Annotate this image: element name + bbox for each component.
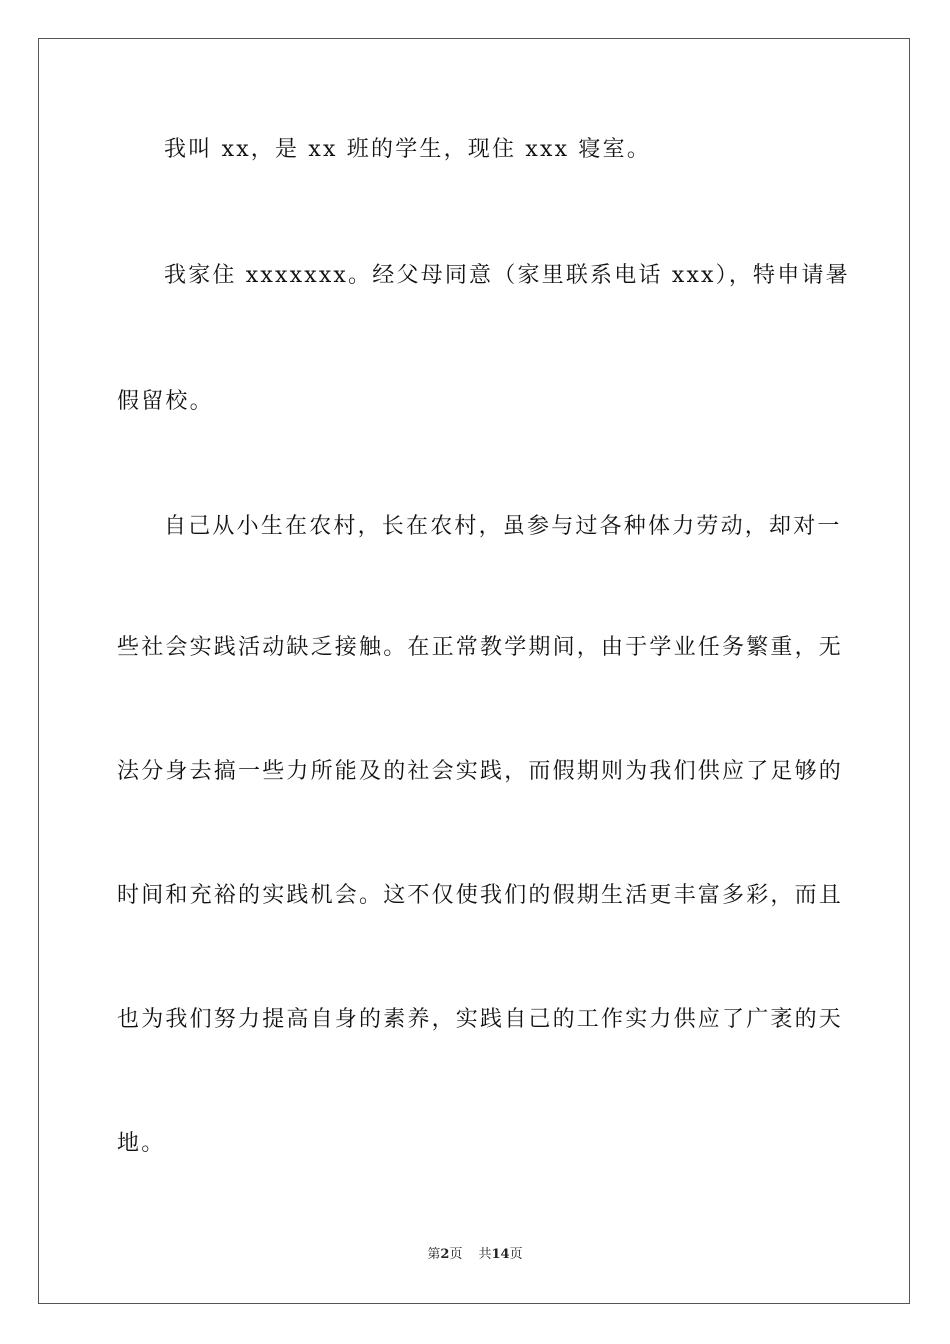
page-prefix: 第 [427, 1247, 441, 1262]
paragraph-line: 时间和充裕的实践机会。这不仅使我们的假期生活更丰富多彩，而且 [117, 883, 844, 908]
paragraph-line: 我家住 xxxxxxx。经父母同意（家里联系电话 xxx），特申请暑 [164, 263, 850, 288]
paragraph-line: 假留校。 [117, 389, 214, 414]
current-page-number: 2 [440, 1247, 450, 1262]
total-page-count: 14 [491, 1247, 510, 1262]
paragraph-line: 地。 [117, 1131, 166, 1156]
paragraph-line: 些社会实践活动缺乏接触。在正常教学期间，由于学业任务繁重，无 [117, 635, 844, 660]
paragraph-line: 法分身去搞一些力所能及的社会实践，而假期则为我们供应了足够的 [117, 759, 844, 784]
total-suffix: 页 [509, 1247, 523, 1262]
total-prefix: 共 [478, 1247, 492, 1262]
paragraph-line: 自己从小生在农村，长在农村，虽参与过各种体力劳动，却对一 [164, 514, 842, 539]
page-border [38, 38, 910, 1304]
page-suffix: 页 [449, 1247, 463, 1262]
paragraph-line: 我叫 xx，是 xx 班的学生，现住 xxx 寝室。 [164, 137, 652, 162]
page-footer [0, 1246, 950, 1264]
paragraph-line: 也为我们努力提高自身的素养，实践自己的工作实力供应了广袤的天 [117, 1007, 844, 1032]
